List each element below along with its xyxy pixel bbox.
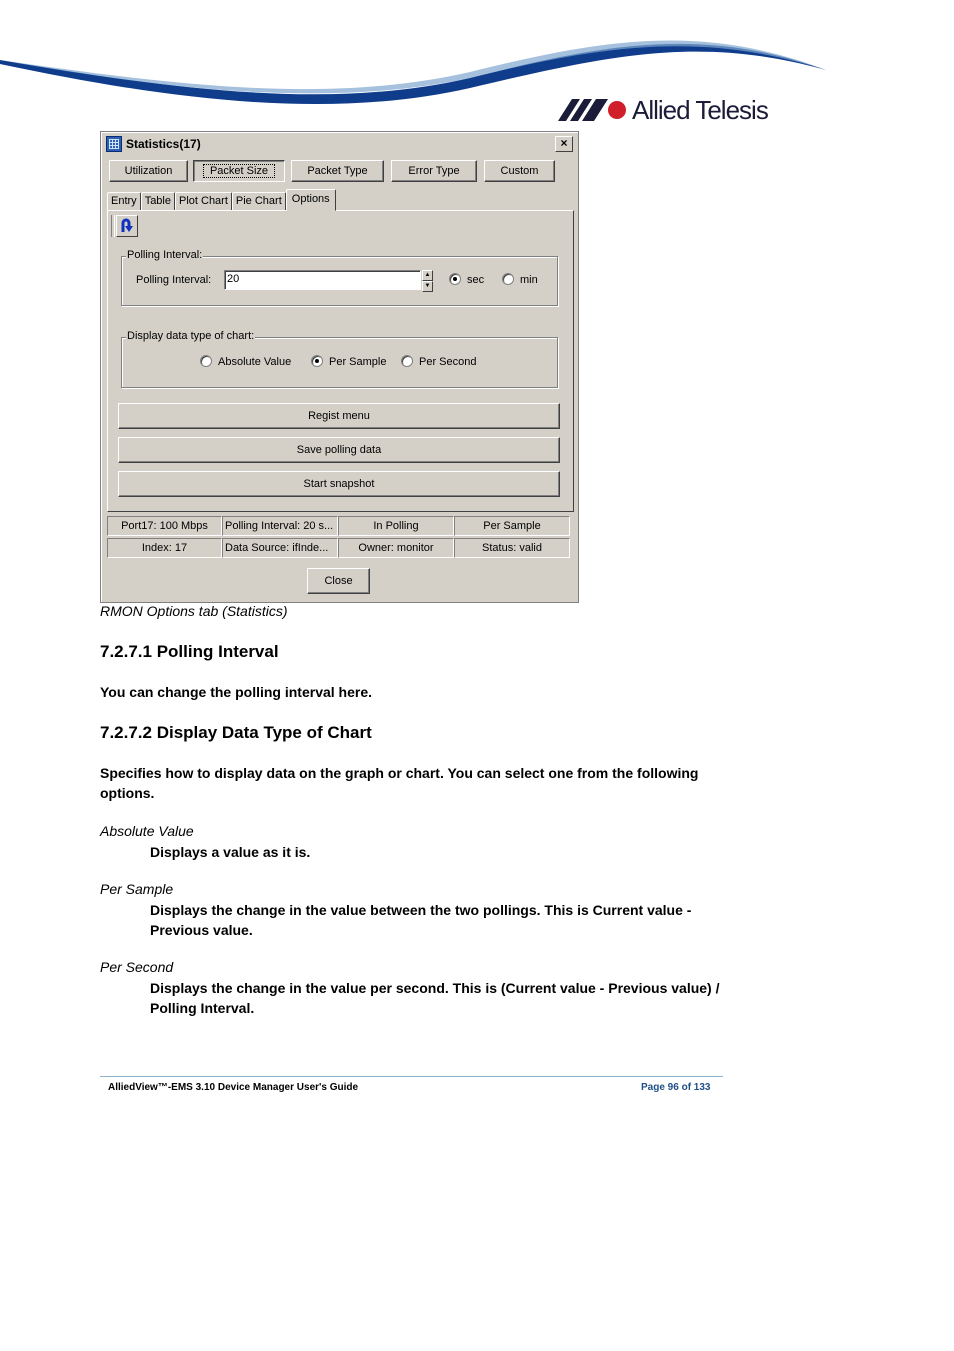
utilization-label: Utilization	[124, 165, 173, 177]
absolute-value-label: Absolute Value	[218, 356, 292, 368]
unit-sec-label: sec	[467, 274, 485, 286]
status-index: Index: 17	[107, 538, 222, 558]
statistics-window	[100, 131, 579, 603]
grid-app-icon	[106, 136, 122, 152]
section-heading-polling-interval: 7.2.7.1 Polling Interval	[100, 642, 279, 661]
error-type-button[interactable]	[391, 160, 477, 182]
allied-telesis-logo	[558, 96, 768, 124]
unit-sec-radio[interactable]	[449, 273, 461, 285]
status-owner: Owner: monitor	[338, 538, 454, 558]
footer-page-number: Page 96 of 133	[641, 1082, 711, 1093]
packet-size-label: Packet Size	[203, 164, 275, 178]
tab-plot-chart[interactable]: Plot Chart	[175, 192, 232, 211]
spin-up-icon[interactable]: ▲	[422, 270, 433, 281]
polling-interval-group	[121, 249, 558, 306]
per-second-label: Per Second	[419, 356, 477, 368]
custom-button[interactable]	[484, 160, 555, 182]
window-title: Statistics(17)	[126, 137, 201, 151]
polling-interval-group-label: Polling Interval:	[127, 249, 203, 261]
unit-min-radio[interactable]	[502, 273, 514, 285]
refresh-arrow-icon	[119, 218, 135, 234]
section-heading-display-data-type: 7.2.7.2 Display Data Type of Chart	[100, 723, 372, 742]
custom-label: Custom	[500, 165, 539, 177]
per-sample-label: Per Sample	[329, 356, 387, 368]
tab-table[interactable]: Table	[141, 192, 175, 211]
error-type-label: Error Type	[408, 165, 460, 177]
header-swoosh	[0, 0, 954, 130]
regist-menu-button[interactable]: Regist menu	[118, 403, 560, 429]
status-port: Port17: 100 Mbps	[107, 516, 222, 536]
display-type-group	[121, 330, 558, 388]
polling-interval-spinner[interactable]	[422, 270, 433, 290]
term-per-sample: Per Sample	[100, 881, 174, 897]
absolute-value-radio[interactable]	[200, 355, 212, 367]
close-button[interactable]: Close	[307, 568, 370, 594]
unit-min-label: min	[520, 274, 538, 286]
per-second-radio[interactable]	[401, 355, 413, 367]
definition-absolute-value: Displays a value as it is.	[150, 844, 311, 860]
toolbar-separator	[111, 215, 115, 237]
definition-per-second: Displays the change in the value per second. This is (Current value - Previous value) / Polling Interval.	[150, 980, 720, 1016]
status-grid	[107, 516, 572, 560]
options-panel	[107, 210, 574, 512]
save-polling-data-button[interactable]: Save polling data	[118, 437, 560, 463]
section-body-display-data-type: Specifies how to display data on the graph or chart. You can select one from the following options.	[100, 765, 699, 801]
section-body-polling-interval: You can change the polling interval here.	[100, 684, 373, 700]
allied-telesis-logo-mark-icon	[558, 97, 626, 123]
close-icon[interactable]: ×	[555, 136, 573, 152]
status-polling-state: In Polling	[338, 516, 454, 536]
logo-wordmark: Allied Telesis	[632, 95, 768, 125]
term-absolute-value: Absolute Value	[100, 823, 194, 839]
title-bar	[104, 135, 575, 153]
start-snapshot-button[interactable]: Start snapshot	[118, 471, 560, 497]
tab-entry[interactable]: Entry	[107, 192, 141, 211]
figure-caption: RMON Options tab (Statistics)	[100, 603, 288, 619]
status-valid: Status: valid	[454, 538, 570, 558]
definition-per-sample: Displays the change in the value between the two pollings. This is Current value - Previous value.	[150, 902, 692, 938]
polling-interval-label: Polling Interval:	[136, 274, 212, 286]
utilization-button[interactable]	[109, 160, 188, 182]
packet-type-label: Packet Type	[307, 165, 368, 177]
status-data-type: Per Sample	[454, 516, 570, 536]
status-data-source: Data Source: ifInde...	[222, 538, 338, 558]
per-sample-radio[interactable]	[311, 355, 323, 367]
packet-type-button[interactable]	[291, 160, 384, 182]
refresh-button[interactable]	[116, 215, 138, 237]
tab-pie-chart[interactable]: Pie Chart	[232, 192, 286, 211]
display-type-group-label: Display data type of chart:	[127, 330, 255, 342]
packet-size-button[interactable]	[193, 160, 285, 182]
spin-down-icon[interactable]: ▼	[422, 281, 433, 292]
footer-guide-title: AlliedView™-EMS 3.10 Device Manager User's Guide	[108, 1082, 359, 1093]
tab-options[interactable]: Options	[286, 189, 336, 211]
status-polling-interval: Polling Interval: 20 s...	[222, 516, 338, 536]
polling-interval-input[interactable]: 20	[224, 270, 421, 290]
tab-strip	[107, 191, 336, 211]
term-per-second: Per Second	[100, 959, 174, 975]
footer-divider	[100, 1076, 723, 1077]
